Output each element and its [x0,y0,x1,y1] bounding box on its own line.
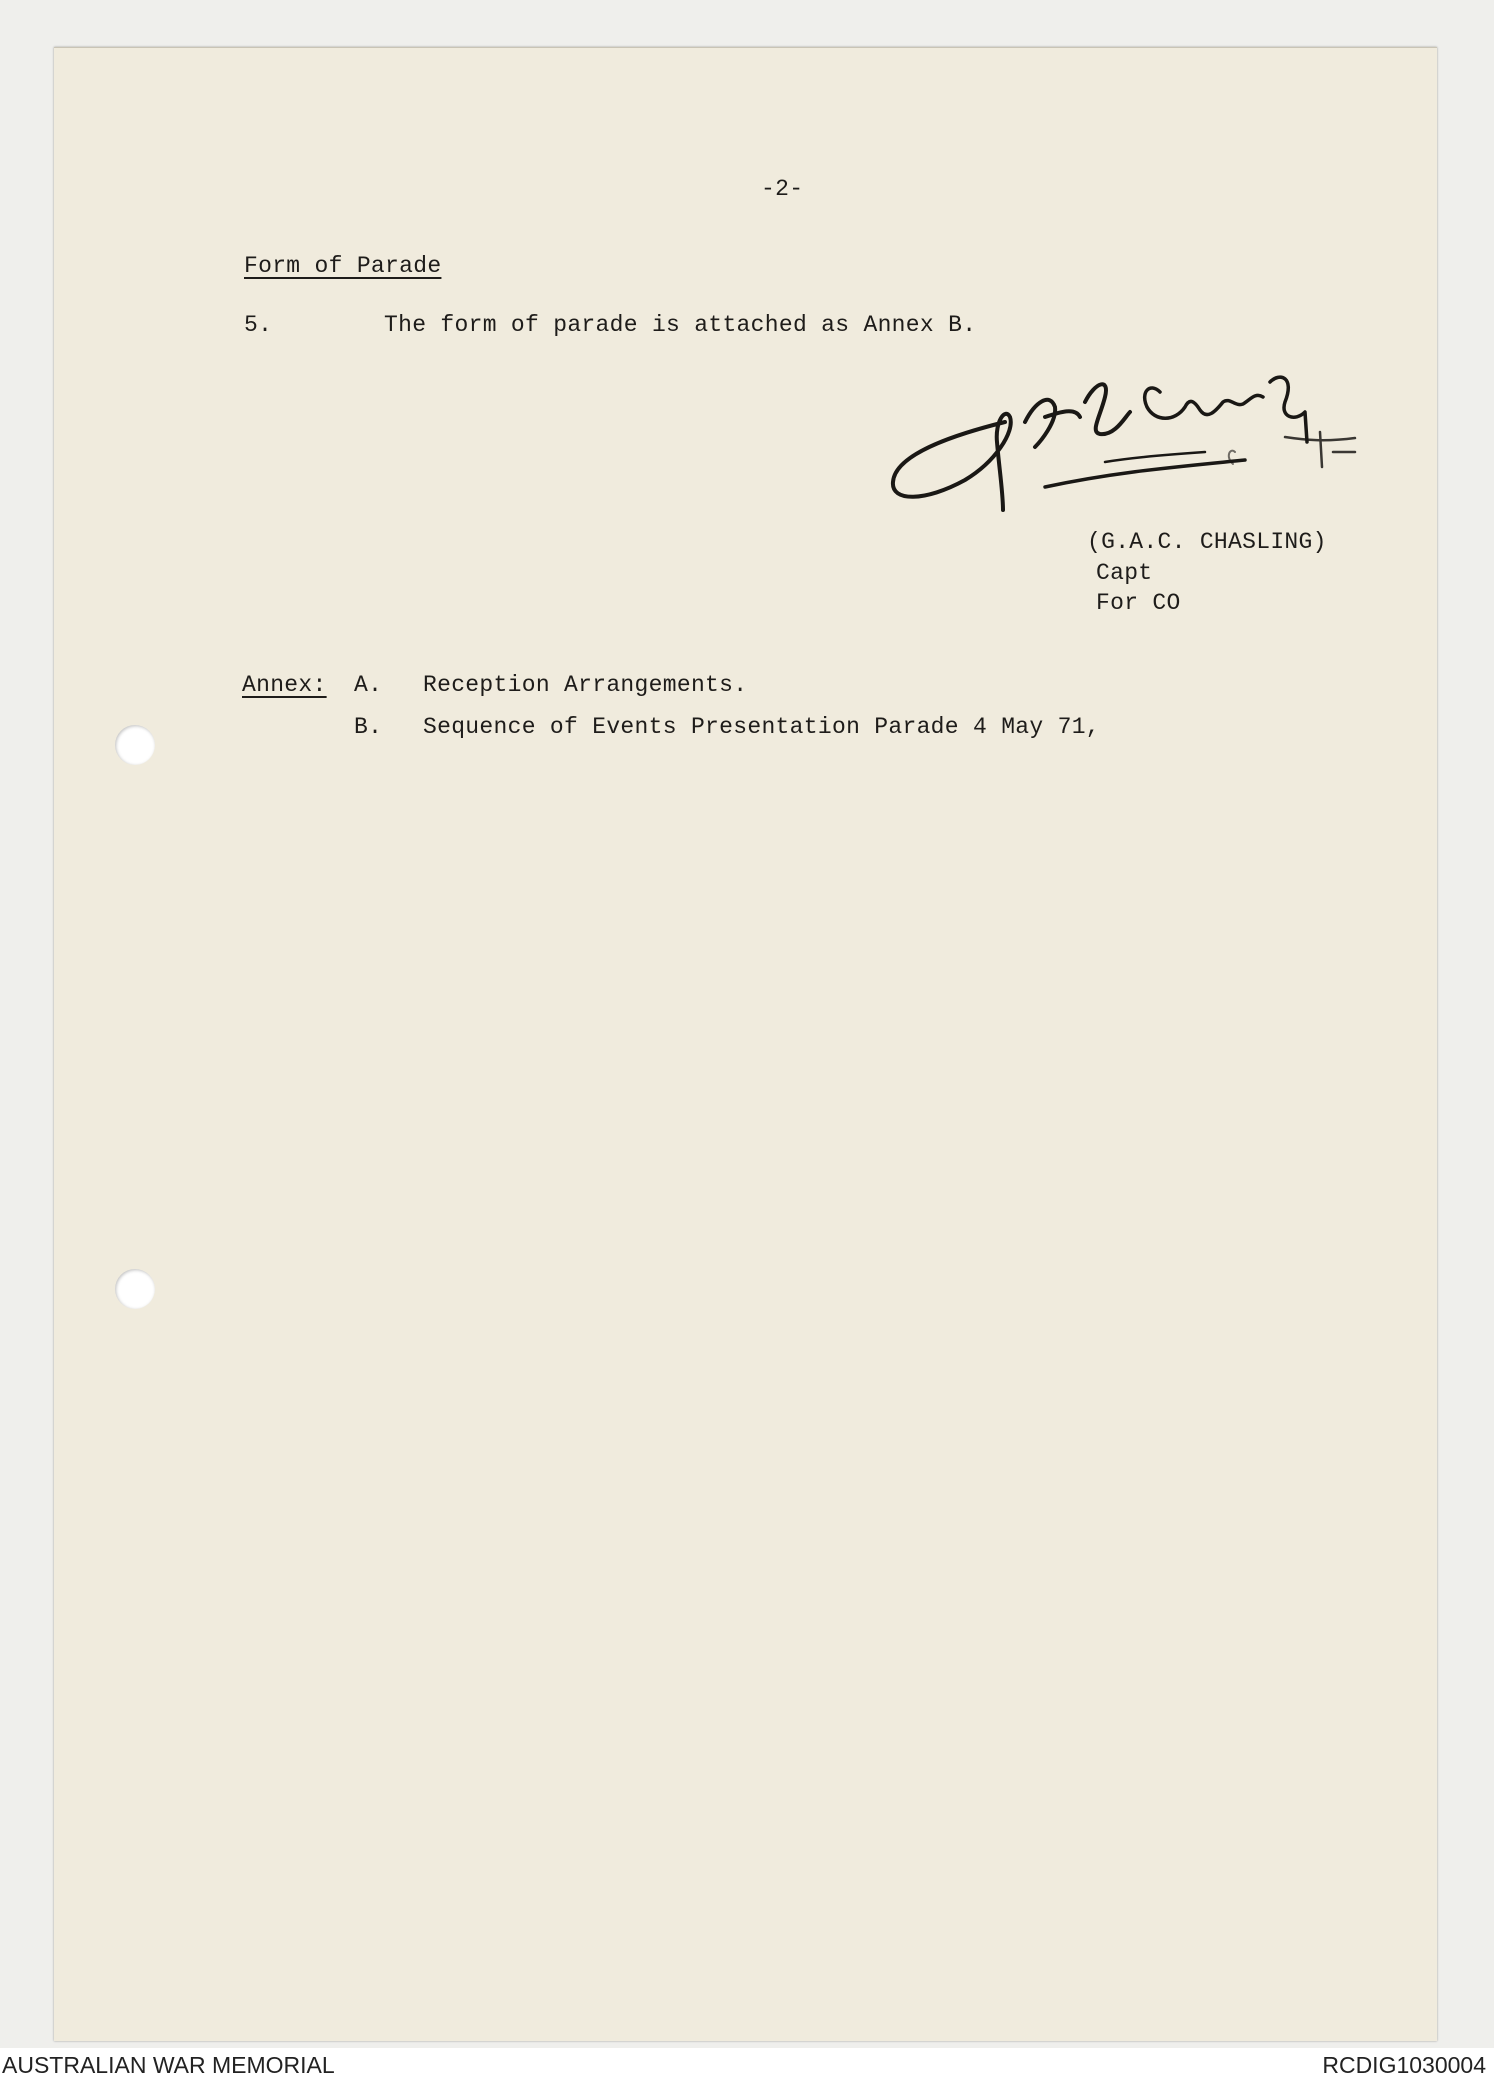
punch-hole-lower [115,1269,155,1309]
document-page [54,47,1437,2041]
signatory-role: For CO [1096,590,1181,616]
annex-item-a-text: Reception Arrangements. [423,672,748,698]
handwritten-signature [885,362,1415,522]
paragraph-text: The form of parade is attached as Annex B. [384,312,977,338]
annex-label: Annex: [242,672,327,698]
paragraph-number: 5. [244,312,273,338]
annex-item-a-letter: A. [354,672,383,698]
signatory-rank: Capt [1096,560,1153,586]
footer-left: AUSTRALIAN WAR MEMORIAL [2,2052,335,2078]
annex-item-b-text: Sequence of Events Presentation Parade 4 May 71, [423,714,1100,740]
section-heading: Form of Parade [244,253,442,279]
punch-hole-upper [115,725,155,765]
annex-item-b-letter: B. [354,714,383,740]
signatory-name: (G.A.C. CHASLING) [1087,529,1327,555]
footer-right: RCDIG1030004 [1322,2052,1486,2078]
page-number: -2- [761,176,804,202]
